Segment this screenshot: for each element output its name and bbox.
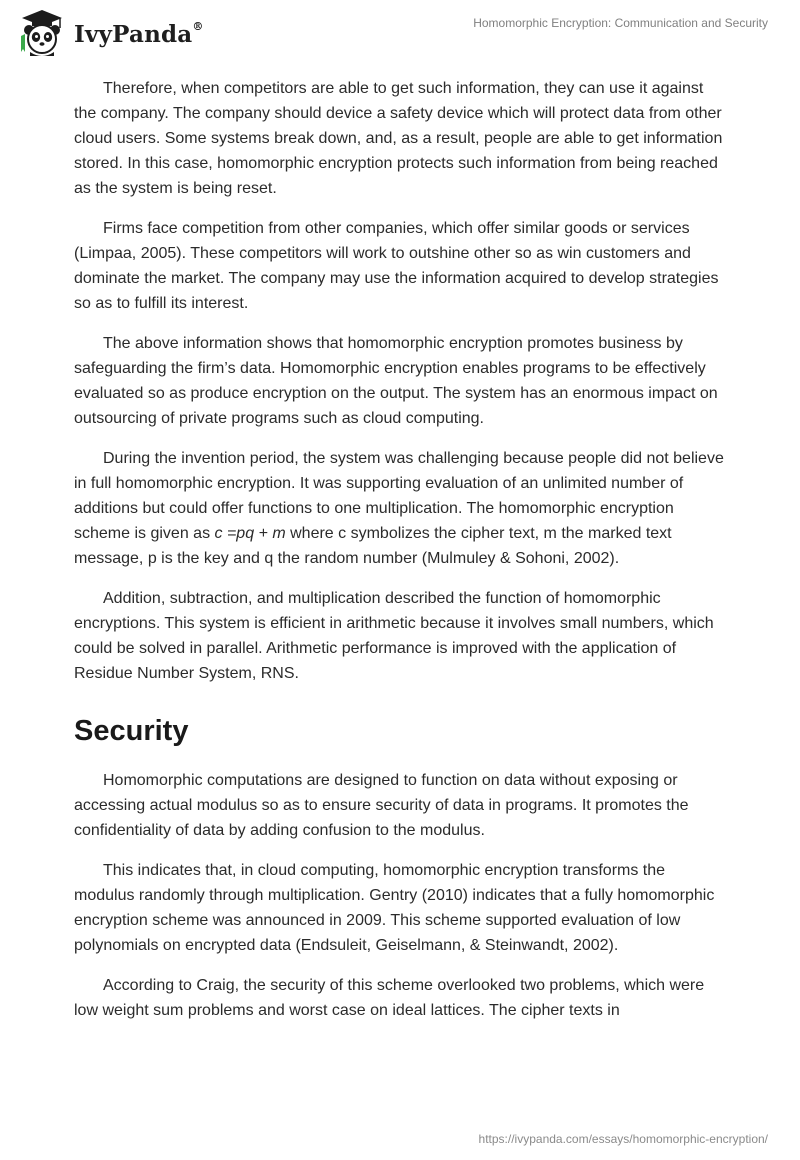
encryption-formula: c =pq + m	[214, 525, 286, 542]
brand-logo[interactable]	[16, 8, 204, 58]
essay-body	[74, 76, 724, 1038]
formula-paragraph: During the invention period, the system was challenging because people did not believe in full homomorphic encryption. It was supporting evaluation of an unlimited number of additions but could offer functions to one multiplication. The homomorphic encryption scheme is given as c =pq + m where c symbolizes the cipher text, m the marked text message, p is the key and q the random number (Mulmuley & Sohoni, 2002).	[74, 450, 724, 567]
paragraph: Firms face competition from other companies, which offer similar goods or services (Limpaa, 2005). These competitors will work to outshine other so as win customers and dominate the market. The company may use the information acquired to develop strategies so as to fulfill its interest.	[74, 220, 719, 312]
paragraph: According to Craig, the security of this scheme overlooked two problems, which were low weight sum problems and worst case on ideal lattices. The cipher texts in	[74, 977, 705, 1019]
paragraph: The above information shows that homomorphic encryption promotes business by safeguarding the firm’s data. Homomorphic encryption enables programs to be effectively evaluated so as produce encryption on the output. The system has an enormous impact on outsourcing of private programs such as cloud computing.	[74, 335, 718, 427]
panda-graduate-logo-icon	[16, 8, 68, 58]
paragraph: This indicates that, in cloud computing, homomorphic encryption transforms the modulus randomly through multiplication. Gentry (2010) indicates that a fully homomorphic encryption scheme was announced in 2009. This scheme supported evaluation of low polynomials on encrypted data (Endsuleit, Geiselmann, & Steinwandt, 2002).	[74, 862, 715, 954]
section-heading-security: Security	[74, 715, 189, 747]
page-header	[0, 0, 800, 70]
paragraph: Therefore, when competitors are able to get such information, they can use it against the company. The company should device a safety device which will protect data from other cloud users. Some systems break down, and, as a result, people are able to get information stored. In this case, homomorphic encryption protects such information from being reached as the system is being reset.	[74, 80, 723, 197]
brand-name: IvyPanda®	[74, 19, 204, 48]
paragraph: Addition, subtraction, and multiplication described the function of homomorphic encryptions. This system is efficient in arithmetic because it involves small numbers, which could be solved in parallel. Arithmetic performance is improved with the application of Residue Number System, RNS.	[74, 590, 714, 682]
source-url[interactable]: https://ivypanda.com/essays/homomorphic-encryption/	[478, 1132, 768, 1146]
paragraph: Homomorphic computations are designed to function on data without exposing or accessing actual modulus so as to ensure security of data in programs. It promotes the confidentiality of data by adding confusion to the modulus.	[74, 772, 689, 839]
document-title: Homomorphic Encryption: Communication and Security	[473, 16, 768, 30]
